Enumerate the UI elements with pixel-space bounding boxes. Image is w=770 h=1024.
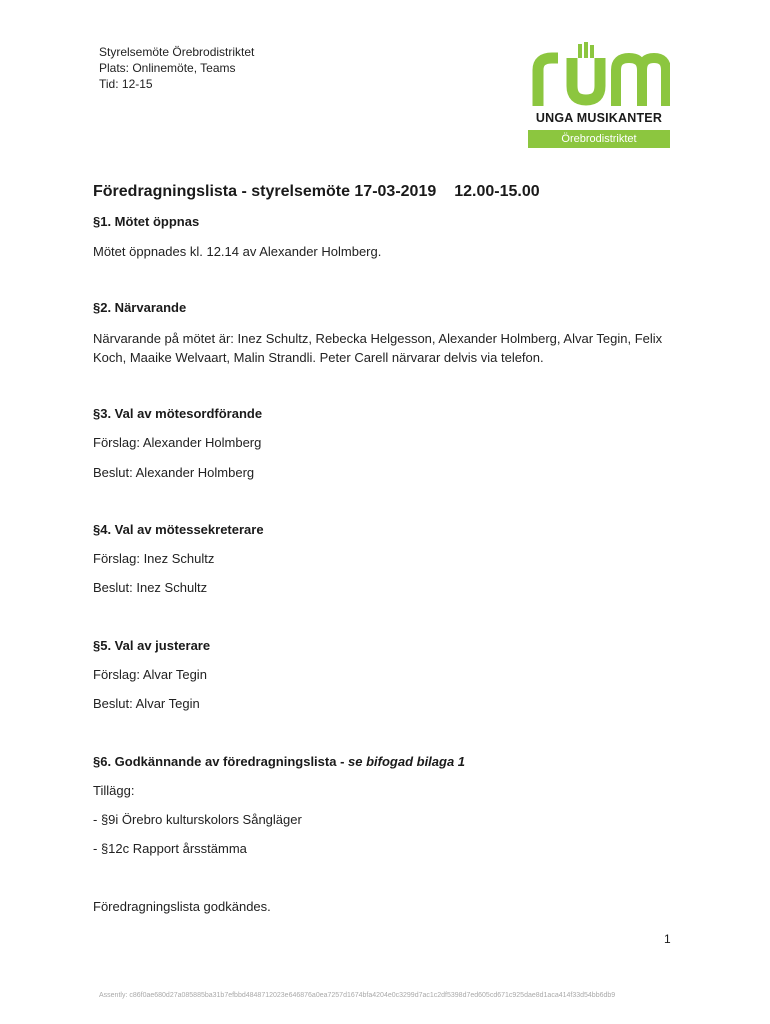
section-2-heading: §2. Närvarande: [93, 300, 187, 315]
title-text: Föredragningslista - styrelsemöte 17-03-2019: [93, 183, 437, 200]
meta-meeting-name: Styrelsemöte Örebrodistriktet: [99, 45, 255, 59]
signature-footer: Assently: c86f0ae680d27a085885ba31b7efbbd4848712023e646876a0ea7257d1674bfa4204e0c3299d7ac1c2df5398d7ed605cd671c925dae8d1aca414f33d54bb6db9: [99, 992, 616, 999]
unga-musikanter-logo: [528, 40, 670, 150]
section-6-attachment-note: se bifogad bilaga 1: [348, 754, 466, 769]
section-4-heading: §4. Val av mötessekreterare: [93, 522, 264, 537]
page-number: 1: [664, 932, 671, 946]
meta-location: Plats: Onlinemöte, Teams: [99, 61, 236, 75]
document-title: [93, 183, 540, 201]
section-6-heading-text: §6. Godkännande av föredragningslista -: [93, 754, 349, 769]
section-4-proposal: Förslag: Inez Schultz: [93, 551, 215, 566]
section-1-heading: §1. Mötet öppnas: [93, 214, 200, 229]
section-5-heading: §5. Val av justerare: [93, 638, 211, 653]
section-5-decision: Beslut: Alvar Tegin: [93, 696, 200, 711]
section-4-decision: Beslut: Inez Schultz: [93, 580, 208, 595]
section-3-decision: Beslut: Alexander Holmberg: [93, 465, 255, 480]
meeting-meta: [99, 44, 254, 92]
rum-wordmark-icon: [528, 40, 670, 108]
section-5-proposal: Förslag: Alvar Tegin: [93, 667, 207, 682]
logo-name: UNGA MUSIKANTER: [535, 111, 663, 125]
section-6-item-1: - §9i Örebro kulturskolors Sångläger: [93, 812, 302, 827]
logo-district: Örebrodistriktet: [528, 130, 670, 148]
section-6-approved: Föredragningslista godkändes.: [93, 899, 271, 914]
section-6-addition-label: Tillägg:: [93, 783, 135, 798]
meta-time: Tid: 12-15: [99, 77, 153, 91]
section-6-item-2: - §12c Rapport årsstämma: [93, 841, 247, 856]
section-1-text: Mötet öppnades kl. 12.14 av Alexander Holmberg.: [93, 244, 382, 259]
section-6-heading: [93, 754, 465, 769]
title-time: 12.00-15.00: [454, 183, 540, 200]
section-3-proposal: Förslag: Alexander Holmberg: [93, 435, 262, 450]
section-2-text: Närvarande på mötet är: Inez Schultz, Rebecka Helgesson, Alexander Holmberg, Alvar Tegin, Felix Koch, Maaike Welvaart, Malin Strandli. Peter Carell närvarar delvis via telefon.: [93, 331, 663, 365]
section-3-heading: §3. Val av mötesordförande: [93, 406, 263, 421]
